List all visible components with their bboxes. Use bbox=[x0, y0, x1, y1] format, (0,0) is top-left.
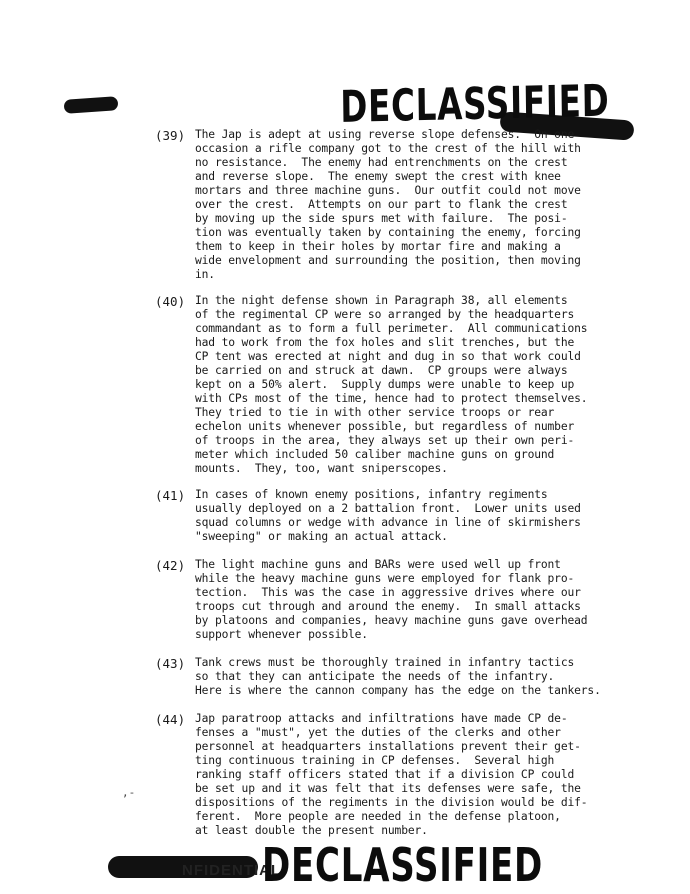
declassified-stamp-bottom: DECLASSIFIED bbox=[262, 838, 544, 892]
text-line: commandant as to form a full perimeter. All communications bbox=[195, 322, 588, 335]
paragraph-number: (40) bbox=[155, 294, 186, 309]
text-line: tion was eventually taken by containing the enemy, forcing bbox=[195, 226, 581, 239]
paragraph-number: (42) bbox=[155, 558, 186, 573]
text-line: with CPs most of the time, hence had to protect themselves. bbox=[195, 392, 588, 405]
text-line: by moving up the side spurs met with failure. The posi- bbox=[195, 212, 568, 225]
paragraph-39 bbox=[155, 128, 605, 282]
text-line: no resistance. The enemy had entrenchments on the crest bbox=[195, 156, 568, 169]
text-line: dispositions of the regiments in the division would be dif- bbox=[195, 796, 588, 809]
text-line: had to work from the fox holes and slit trenches, but the bbox=[195, 336, 575, 349]
paragraph-number: (44) bbox=[155, 712, 186, 727]
text-line: mounts. They, too, want sniperscopes. bbox=[195, 462, 448, 475]
text-line: fenses a "must", yet the duties of the clerks and other bbox=[195, 726, 561, 739]
paragraph-number: (43) bbox=[155, 656, 186, 671]
text-line: The Jap is adept at using reverse slope defenses. On one bbox=[195, 128, 575, 141]
text-line: over the crest. Attempts on our part to flank the crest bbox=[195, 198, 568, 211]
text-line: and reverse slope. The enemy swept the crest with knee bbox=[195, 170, 561, 183]
text-line: tection. This was the case in aggressive drives where our bbox=[195, 586, 581, 599]
text-line: They tried to tie in with other service troops or rear bbox=[195, 406, 555, 419]
paragraph-44 bbox=[155, 712, 605, 838]
text-line: troops cut through and around the enemy. In small attacks bbox=[195, 600, 581, 613]
text-line: in. bbox=[195, 268, 215, 281]
text-line: by platoons and companies, heavy machine guns gave overhead bbox=[195, 614, 588, 627]
text-line: The light machine guns and BARs were used well up front bbox=[195, 558, 561, 571]
text-line: so that they can anticipate the needs of the infantry. bbox=[195, 670, 555, 683]
text-line: Tank crews must be thoroughly trained in infantry tactics bbox=[195, 656, 575, 669]
text-line: at least double the present number. bbox=[195, 824, 428, 837]
text-line: meter which included 50 caliber machine guns on ground bbox=[195, 448, 555, 461]
text-line: Here is where the cannon company has the edge on the tankers. bbox=[195, 684, 601, 697]
text-line: squad columns or wedge with advance in line of skirmishers bbox=[195, 516, 581, 529]
text-line: CP tent was erected at night and dug in so that work could bbox=[195, 350, 581, 363]
text-line: personnel at headquarters installations prevent their get- bbox=[195, 740, 581, 753]
faded-classification-text: NFIDENTIAL bbox=[182, 862, 282, 879]
text-line: Jap paratroop attacks and infiltrations have made CP de- bbox=[195, 712, 568, 725]
text-line: ranking staff officers stated that if a division CP could bbox=[195, 768, 575, 781]
paragraph-41 bbox=[155, 488, 605, 544]
text-line: them to keep in their holes by mortar fire and making a bbox=[195, 240, 561, 253]
text-line: while the heavy machine guns were employed for flank pro- bbox=[195, 572, 575, 585]
redaction-bar-top-left bbox=[64, 96, 119, 114]
text-line: wide envelopment and surrounding the position, then moving bbox=[195, 254, 581, 267]
text-line: ferent. More people are needed in the defense platoon, bbox=[195, 810, 561, 823]
text-line: occasion a rifle company got to the crest of the hill with bbox=[195, 142, 581, 155]
stray-mark: ,- bbox=[122, 786, 136, 799]
text-line: In the night defense shown in Paragraph 38, all elements bbox=[195, 294, 568, 307]
text-line: of troops in the area, they always set up their own peri- bbox=[195, 434, 575, 447]
paragraph-42 bbox=[155, 558, 605, 642]
text-line: "sweeping" or making an actual attack. bbox=[195, 530, 448, 543]
text-line: be set up and it was felt that its defenses were safe, the bbox=[195, 782, 581, 795]
text-line: In cases of known enemy positions, infantry regiments bbox=[195, 488, 548, 501]
text-line: be carried on and struck at dawn. CP groups were always bbox=[195, 364, 568, 377]
paragraph-43 bbox=[155, 656, 605, 698]
text-line: mortars and three machine guns. Our outfit could not move bbox=[195, 184, 581, 197]
declassified-stamp-top: DECLASSIFIED bbox=[340, 75, 610, 133]
text-line: ting continuous training in CP defenses. Several high bbox=[195, 754, 555, 767]
text-line: kept on a 50% alert. Supply dumps were unable to keep up bbox=[195, 378, 575, 391]
text-line: of the regimental CP were so arranged by the headquarters bbox=[195, 308, 575, 321]
text-line: echelon units whenever possible, but regardless of number bbox=[195, 420, 575, 433]
paragraph-number: (39) bbox=[155, 128, 186, 143]
text-line: support whenever possible. bbox=[195, 628, 368, 641]
text-line: usually deployed on a 2 battalion front. Lower units used bbox=[195, 502, 581, 515]
paragraph-40 bbox=[155, 294, 605, 476]
paragraph-number: (41) bbox=[155, 488, 186, 503]
